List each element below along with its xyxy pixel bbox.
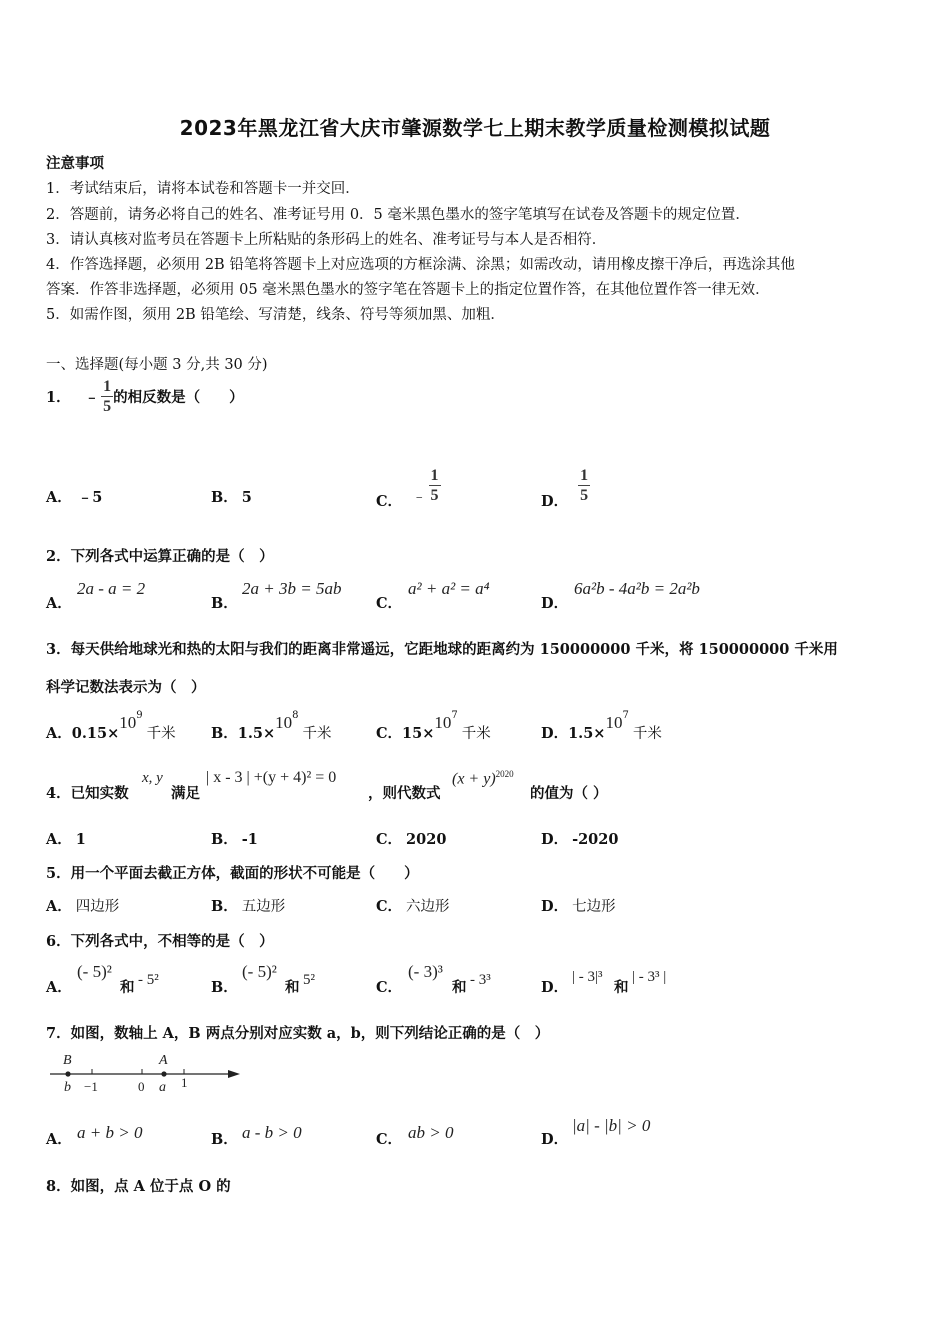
label-minus-one: −1 (84, 1079, 98, 1094)
fraction-numerator: 1 (103, 378, 112, 395)
option-c-label: C． (376, 1131, 403, 1148)
option-a-label: A． (46, 979, 72, 996)
fraction-numerator: 1 (580, 467, 589, 484)
question-3-line1: 3．每天供给地球光和热的太阳与我们的距离非常遥远，它距地球的距离约为 150000000 千米，将 150000000 千米用 (46, 641, 838, 658)
option-c-expr: a² + a² = a⁴ (408, 579, 490, 598)
notice-item: 答案．作答非选择题，必须用 05 毫米黑色墨水的签字笔在答题卡上的指定位置作答，在其他位置作答一律无效． (46, 282, 770, 298)
option-c: C． 2020 (376, 831, 447, 848)
label-one: 1 (181, 1075, 188, 1090)
option-d: D．$1.5\times 10^7$千米 (541, 710, 662, 742)
option-d-expr: |a| - |b| > 0 (572, 1116, 651, 1135)
notice-item: 3．请认真核对监考员在答题卡上所粘贴的条形码上的姓名、准考证号与本人是否相符． (46, 232, 607, 248)
and-text: 和 (614, 979, 629, 996)
question-7: 7．如图，数轴上 A，B 两点分别对应实数 a，b，则下列结论正确的是（ ） (46, 1025, 550, 1042)
fraction-denominator: 5 (430, 487, 439, 504)
option-c-expr: ab > 0 (408, 1123, 454, 1142)
question-8: 8．如图，点 A 位于点 O 的 (46, 1178, 231, 1195)
question-text: 的相反数是（ ） (113, 389, 244, 406)
minus-sign: ﹣ (84, 389, 100, 406)
option-d: D． $\frac{1}{5}$ (541, 467, 589, 510)
question-5: 5．用一个平面去截正方体，截面的形状不可能是（ ） (46, 865, 419, 882)
page-title: 2023年黑龙江省大庆市肇源数学七上期末教学质量检测模拟试题 (179, 116, 771, 140)
option-d-label: D． (541, 979, 569, 996)
option-a: A． 四边形 (46, 898, 120, 915)
option-b-label: B． (211, 595, 238, 612)
label-A: A (159, 1053, 168, 1068)
notice-item: 2．答题前，请务必将自己的姓名、准考证号用 0．5 毫米黑色墨水的签字笔填写在试卷及答题卡的规定位置． (46, 207, 750, 223)
option-a: A． ﹣5 (46, 489, 103, 506)
option-a: A．$0.15\times 10^9$千米 (46, 710, 176, 742)
option-c: C． 六边形 (376, 898, 450, 915)
question-1 (46, 377, 244, 416)
number-line-figure (46, 1050, 246, 1096)
option-b: B．$1.5\times 10^8$千米 (211, 710, 332, 742)
fraction-numerator: 1 (430, 467, 439, 484)
question-6: 6．下列各式中，不相等的是（ ） (46, 933, 274, 950)
label-zero: 0 (138, 1079, 145, 1094)
option-b-expr2: 5² (303, 972, 315, 988)
notice-item: 4．作答选择题，必须用 2B 铅笔将答题卡上对应选项的方框涂满、涂黑；如需改动，请用橡皮擦干净后，再选涂其他 (46, 257, 795, 273)
option-c-label: C． (376, 979, 403, 996)
notice-item: 5．如需作图，须用 2B 铅笔绘、写清楚，线条、符号等须加黑、加粗． (46, 307, 505, 323)
option-a-expr2: - 5² (138, 972, 159, 988)
question-3-line2: 科学记数法表示为（ ） (46, 679, 206, 696)
option-c: C． ﹣ $\frac{1}{5}$ (376, 467, 439, 510)
option-b-expr: 2a + 3b = 5ab (242, 579, 342, 598)
option-a-expr1: (- 5)² (77, 962, 112, 981)
fraction-denominator: 5 (580, 487, 589, 504)
label-b: b (64, 1080, 71, 1095)
option-a: A． 1 (46, 831, 86, 848)
question-4-part1: 4．已知实数 (46, 785, 129, 802)
question-4-expr: $(x + y)^{2020}$ (452, 769, 514, 788)
question-4-vars: x, y (142, 770, 163, 786)
option-c-expr1: (- 3)³ (408, 962, 443, 981)
option-c-label: C． (376, 595, 403, 612)
fraction (101, 377, 113, 416)
notice-item: 1．考试结束后，请将本试卷和答题卡一并交回． (46, 181, 360, 197)
question-2: 2．下列各式中运算正确的是（ ） (46, 548, 274, 565)
option-d: D． -2020 (541, 831, 619, 848)
question-4-part3: ，则代数式 (368, 785, 441, 802)
question-4-part2: 满足 (171, 785, 200, 802)
option-a-expr: a + b > 0 (77, 1123, 143, 1142)
section-heading: 一、选择题(每小题 3 分,共 30 分) (46, 357, 268, 373)
point-b (65, 1071, 70, 1076)
option-b: B． -1 (211, 831, 258, 848)
point-a (161, 1071, 166, 1076)
option-b-expr1: (- 5)² (242, 962, 277, 981)
arrow-head-icon (228, 1070, 240, 1078)
question-4-condition: | x - 3 | +(y + 4)² = 0 (206, 769, 337, 786)
and-text: 和 (452, 979, 467, 996)
option-d-expr1: | - 3|³ (572, 969, 603, 985)
option-d-label: D． (541, 595, 569, 612)
option-b: B． 5 (211, 489, 252, 506)
option-a-expr: 2a - a = 2 (77, 579, 146, 598)
option-c: C．$15\times 10^7$千米 (376, 710, 491, 742)
option-b-label: B． (211, 1131, 238, 1148)
option-b-label: B． (211, 979, 238, 996)
option-c-expr2: - 3³ (470, 972, 491, 988)
option-b: B． 五边形 (211, 898, 286, 915)
and-text: 和 (120, 979, 135, 996)
label-B: B (63, 1053, 72, 1068)
option-a-label: A． (46, 1131, 72, 1148)
option-b-expr: a - b > 0 (242, 1123, 302, 1142)
option-d-expr2: | - 3³ | (632, 969, 667, 985)
option-a-label: A． (46, 595, 72, 612)
fraction-denominator: 5 (103, 398, 112, 415)
question-number: 1． (46, 389, 71, 406)
notice-heading: 注意事项 (46, 155, 104, 172)
option-d: D． 七边形 (541, 898, 616, 915)
option-d-label: D． (541, 1131, 569, 1148)
question-4-part4: 的值为（ ） (530, 785, 608, 802)
label-a: a (159, 1080, 166, 1095)
and-text: 和 (285, 979, 300, 996)
option-d-expr: 6a²b - 4a²b = 2a²b (574, 579, 700, 598)
